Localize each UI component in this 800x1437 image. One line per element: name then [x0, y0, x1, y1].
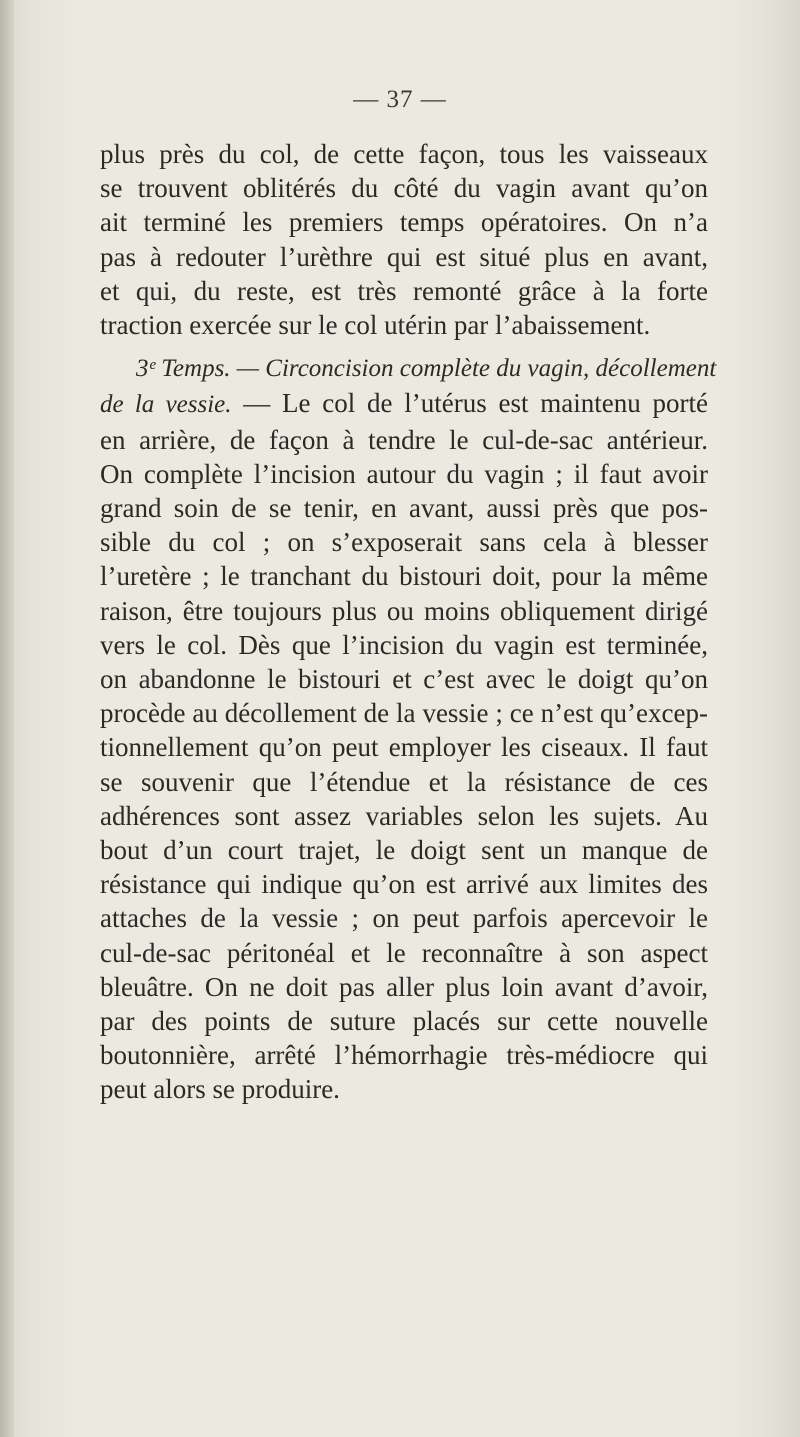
- text-line: résistance qui indique qu’on est arrivé aux limites des: [100, 869, 708, 900]
- text-line: tionnellement qu’on peut employer les ciseaux. Il faut: [100, 732, 708, 763]
- page-number: — 37 —: [353, 86, 447, 113]
- text-line: vers le col. Dès que l’incision du vagin est terminée,: [100, 629, 708, 660]
- text-line: on abandonne le bistouri et c’est avec le doigt qu’on: [100, 664, 708, 695]
- text-line: se trouvent oblitérés du côté du vagin avant qu’on: [100, 173, 708, 204]
- text-line: pas à redouter l’urèthre qui est situé plus en avant,: [100, 241, 708, 272]
- text-line: traction exercée sur le col utérin par l’abaissement.: [100, 310, 651, 341]
- text-line: raison, être toujours plus ou moins obliquement dirigé: [100, 595, 708, 626]
- text-line: bleuâtre. On ne doit pas aller plus loin avant d’avoir,: [100, 971, 708, 1002]
- text-line: procède au décollement de la vessie ; ce n’est qu’excep-: [100, 698, 708, 729]
- text-line: et qui, du reste, est très remonté grâce à la forte: [100, 275, 708, 306]
- page-gutter-shadow: [0, 0, 14, 1437]
- section-heading: 3ᵉ Temps. — Circoncision complète du vagin, décollement: [136, 355, 717, 383]
- text-line: attaches de la vessie ; on peut parfois apercevoir le: [100, 903, 708, 934]
- text-line: adhérences sont assez variables selon les sujets. Au: [100, 800, 708, 831]
- text-line: cul-de-sac péritonéal et le reconnaître à son aspect: [100, 937, 708, 968]
- text-line: ait terminé les premiers temps opératoires. On n’a: [100, 207, 708, 238]
- text-line: sible du col ; on s’exposerait sans cela à blesser: [100, 527, 708, 558]
- text-line: se souvenir que l’étendue et la résistance de ces: [100, 766, 708, 797]
- text-line: par des points de suture placés sur cette nouvelle: [100, 1006, 708, 1037]
- text-line: On complète l’incision autour du vagin ; il faut avoir: [100, 458, 708, 489]
- text-line: peut alors se produire.: [100, 1074, 340, 1105]
- paragraph-2: [100, 352, 717, 1106]
- text-line: plus près du col, de cette façon, tous les vaisseaux: [100, 139, 708, 169]
- text-line: grand soin de se tenir, en avant, aussi près que pos-: [100, 493, 708, 524]
- text-line: en arrière, de façon à tendre le cul-de-sac antérieur.: [100, 424, 708, 455]
- page-body: [100, 137, 717, 1107]
- text-line: l’uretère ; le tranchant du bistouri doit, pour la même: [100, 561, 708, 592]
- paragraph-1: [100, 137, 708, 342]
- paragraph-gap: [100, 342, 708, 352]
- text-line: boutonnière, arrêté l’hémorrhagie très-médiocre qui: [100, 1040, 708, 1071]
- text-line: [100, 386, 708, 422]
- text-line: bout d’un court trajet, le doigt sent un manque de: [100, 835, 708, 866]
- section-heading-end: de la vessie.: [100, 391, 232, 419]
- heading-continuation: — Le col de l’utérus est maintenu porté: [231, 388, 708, 419]
